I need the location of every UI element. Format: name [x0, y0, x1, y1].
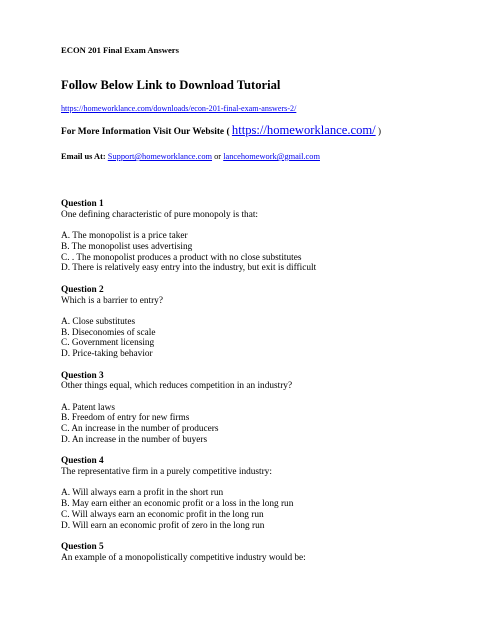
question-5	[61, 542, 316, 564]
info-close: )	[378, 126, 382, 136]
download-link[interactable]: https://homeworklance.com/downloads/econ-201-final-exam-answers-2/	[61, 104, 297, 113]
email-colon: :	[102, 152, 106, 161]
answer-option: B. May earn either an economic profit or a loss in the long run	[61, 499, 294, 510]
answer-option: D. An increase in the number of buyers	[61, 435, 208, 446]
answer-option: A. Patent laws	[61, 402, 115, 413]
email-or: or	[214, 152, 222, 161]
question-label: Question 3	[61, 370, 104, 381]
question-text: An example of a monopolistically competitive industry would be:	[61, 552, 306, 563]
question-label: Question 2	[61, 284, 104, 295]
question-text: The representative firm in a purely competitive industry:	[61, 467, 272, 478]
support-email-link[interactable]: Support@homeworklance.com	[107, 152, 213, 161]
answer-option: C. . The monopolist produces a product with no close substitutes	[61, 252, 302, 263]
question-text: One defining characteristic of pure monopoly is that:	[61, 209, 258, 220]
answer-option: D. Price-taking behavior	[61, 349, 153, 360]
answer-option: A. Will always earn a profit in the short run	[61, 488, 224, 499]
answer-option: B. Diseconomies of scale	[61, 327, 156, 338]
question-1	[61, 199, 316, 274]
answer-option: A. The monopolist is a price taker	[61, 231, 188, 242]
answer-option: B. The monopolist uses advertising	[61, 241, 193, 252]
website-link[interactable]: https://homeworklance.com/	[231, 123, 376, 137]
question-label: Question 1	[61, 199, 104, 209]
question-label: Question 5	[61, 542, 104, 553]
info-line	[61, 123, 381, 138]
answer-option: C. Government licensing	[61, 338, 155, 349]
document-title: ECON 201 Final Exam Answers	[61, 45, 179, 55]
answer-option: C. Will always earn an economic profit in the long run	[61, 510, 264, 521]
question-text: Which is a barrier to entry?	[61, 295, 163, 306]
info-label: For More Information Visit Our Website (	[61, 127, 230, 137]
answer-option: D. There is relatively easy entry into the industry, but exit is difficult	[61, 263, 317, 274]
lance-email-link[interactable]: lancehomework@gmail.com	[223, 152, 320, 161]
question-list	[61, 199, 316, 574]
email-label: Email us At	[61, 152, 103, 161]
answer-option: D. Will earn an economic profit of zero in the long run	[61, 520, 265, 531]
email-line	[61, 152, 320, 161]
question-2	[61, 285, 316, 360]
question-4	[61, 456, 316, 531]
question-3	[61, 371, 316, 446]
question-label: Question 4	[61, 456, 104, 467]
answer-option: C. An increase in the number of producers	[61, 424, 219, 435]
download-heading: Follow Below Link to Download Tutorial	[61, 78, 281, 92]
question-text: Other things equal, which reduces competition in an industry?	[61, 381, 293, 392]
answer-option: A. Close substitutes	[61, 316, 136, 327]
answer-option: B. Freedom of entry for new firms	[61, 413, 190, 424]
